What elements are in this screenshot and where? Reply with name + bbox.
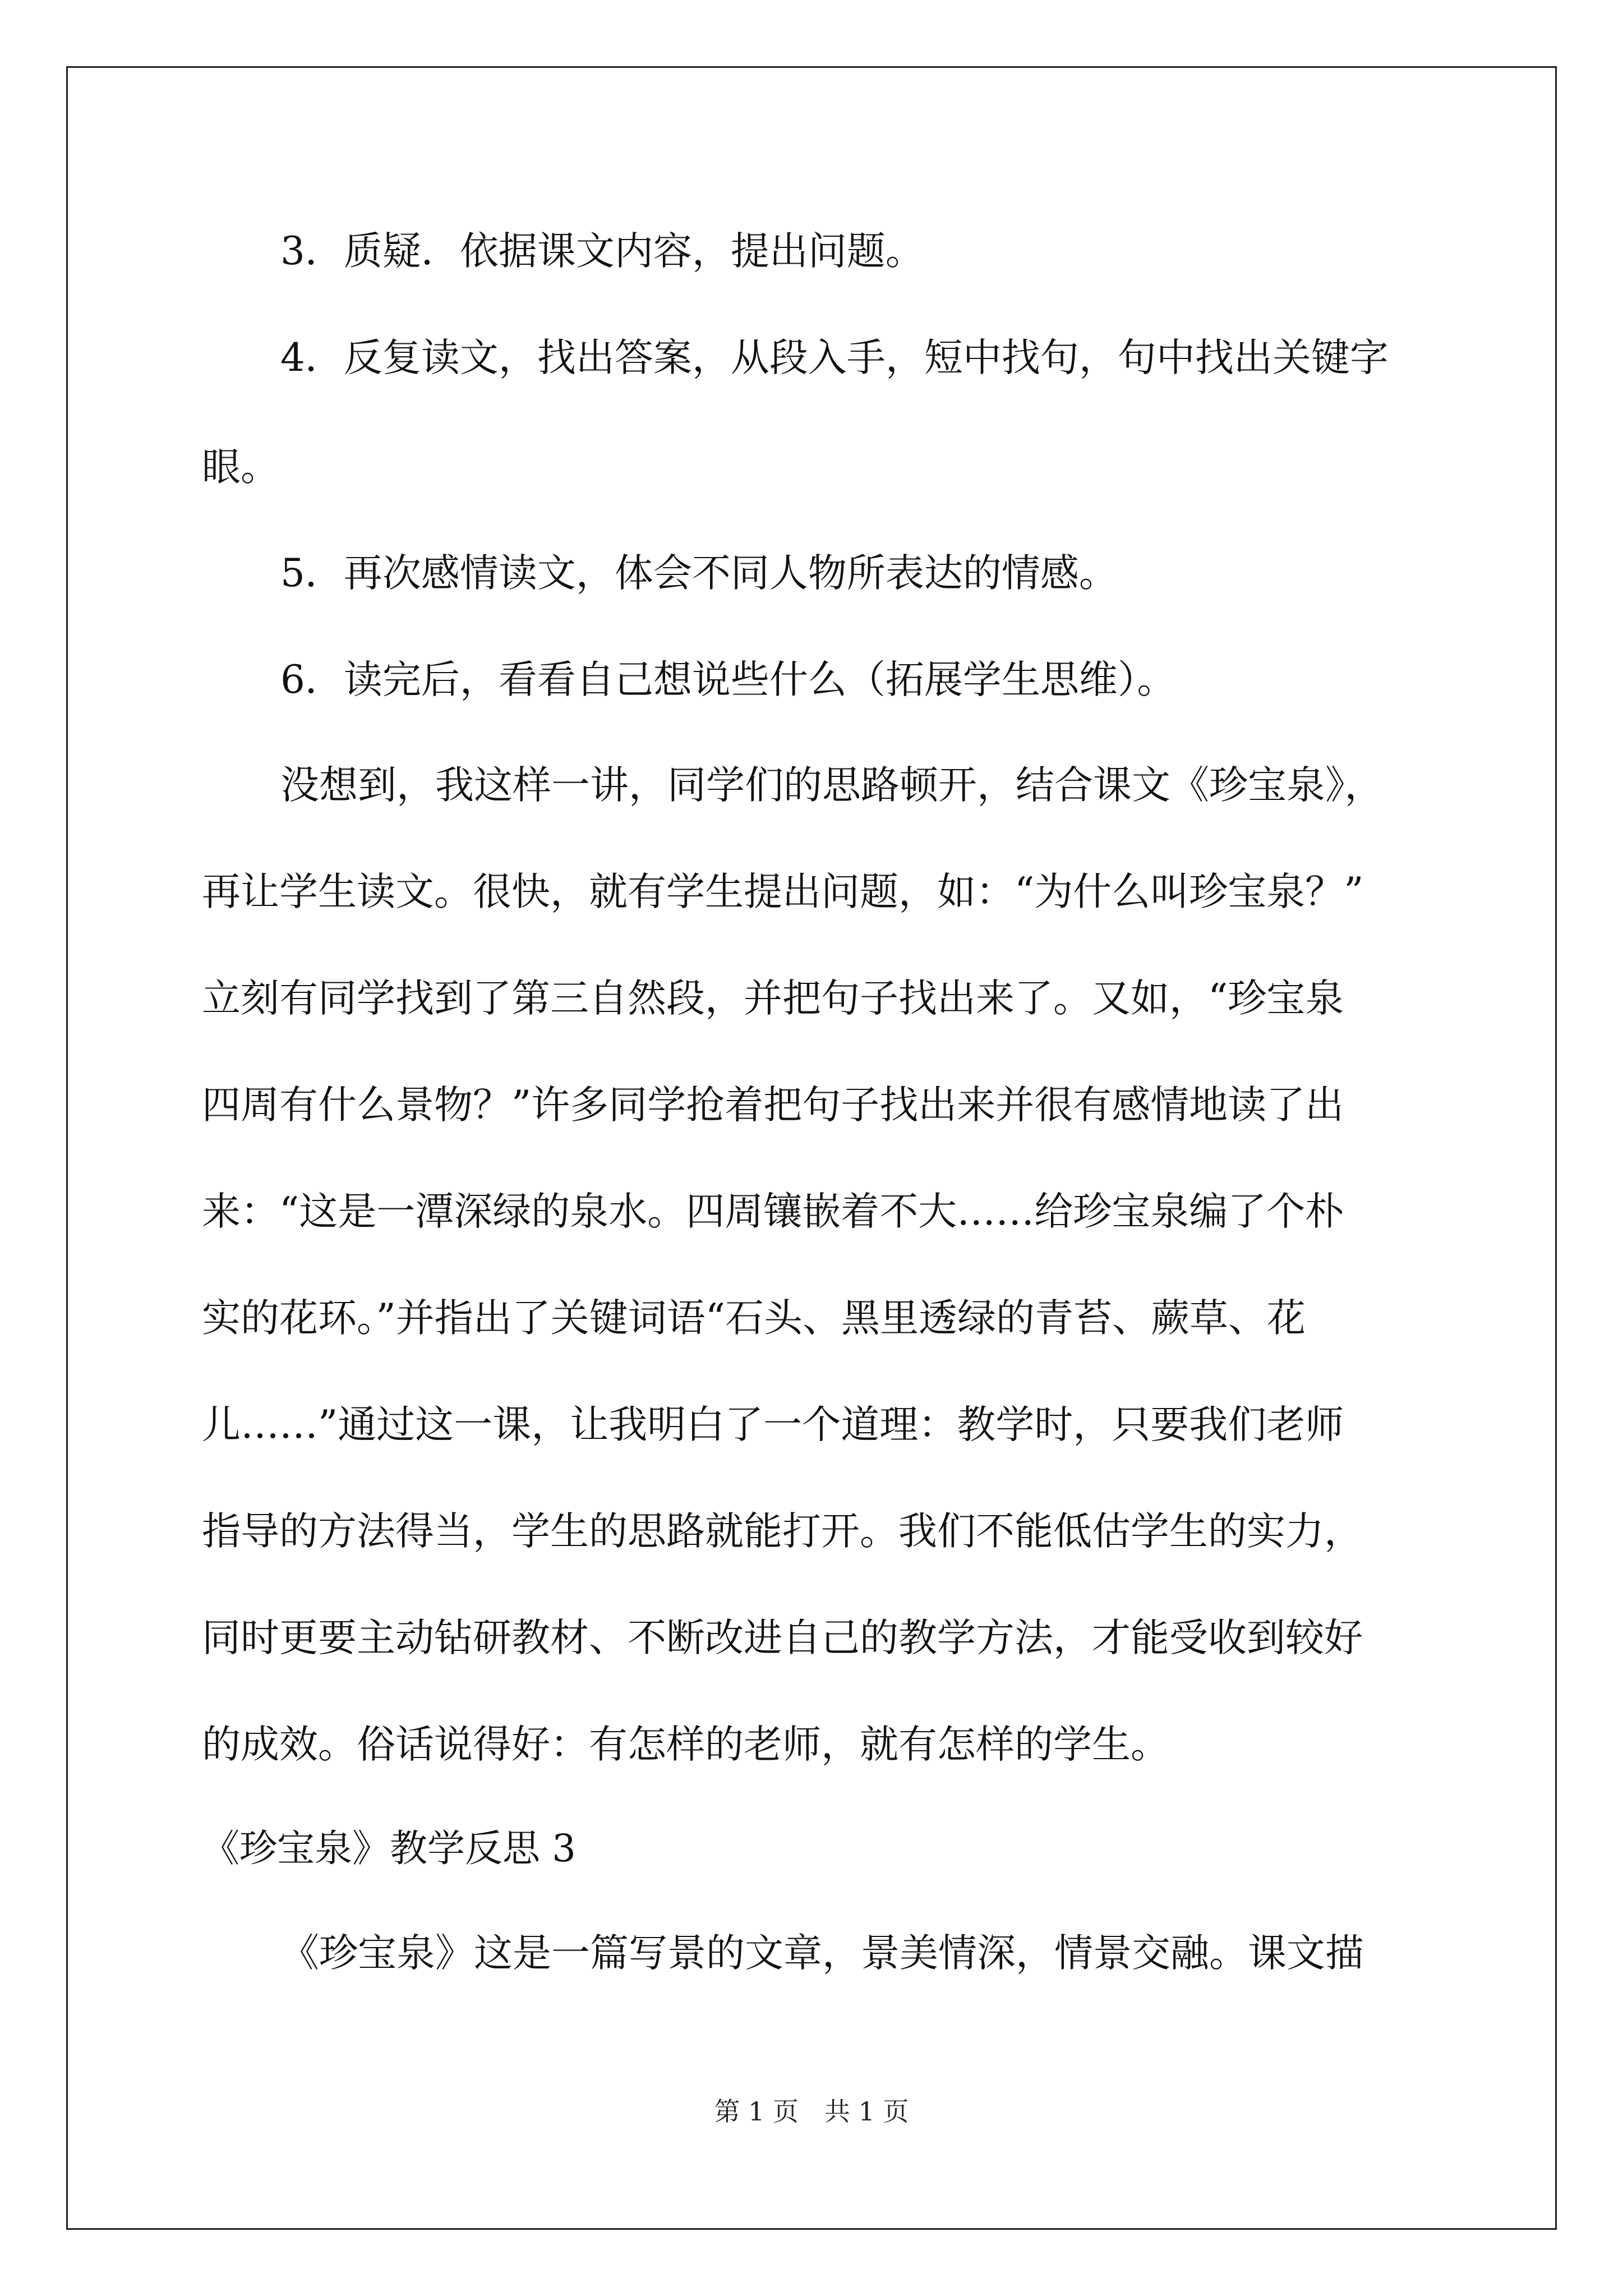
paragraph-line: 没想到，我这样一讲，同学们的思路顿开，结合课文《珍宝泉》， <box>280 763 1384 808</box>
paragraph-line: 的成效。俗话说得好：有怎样的老师，就有怎样的学生。 <box>202 1722 1169 1767</box>
paragraph-line: 来：“这是一潭深绿的泉水。四周镶嵌着不大……给珍宝泉编了个朴 <box>202 1189 1344 1234</box>
paragraph-line: 四周有什么景物？”许多同学抢着把句子找出来并很有感情地读了出 <box>202 1083 1344 1128</box>
paragraph-line: 实的花环。”并指出了关键词语“石头、黑里透绿的青苔、蕨草、花 <box>202 1296 1306 1341</box>
paragraph-line: 儿……”通过这一课，让我明白了一个道理：教学时，只要我们老师 <box>202 1402 1344 1447</box>
list-item-3: 3．质疑．依据课文内容，提出问题。 <box>280 229 924 274</box>
paragraph-line: 同时更要主动钻研教材、不断改进自己的教学方法，才能受收到较好 <box>202 1616 1363 1660</box>
paragraph-line: 再让学生读文。很快，就有学生提出问题，如：“为什么叫珍宝泉？” <box>202 869 1364 914</box>
page-footer: 第 1 页 共 1 页 <box>714 2096 909 2127</box>
list-item-6: 6．读完后，看看自己想说些什么（拓展学生思维）。 <box>280 657 1176 702</box>
list-item-4-continued: 眼。 <box>202 445 279 490</box>
page-border <box>66 66 1557 2230</box>
paragraph-line: 指导的方法得当，学生的思路就能打开。我们不能低估学生的实力， <box>202 1509 1363 1554</box>
section-heading: 《珍宝泉》教学反思 3 <box>202 1826 576 1870</box>
paragraph-line: 《珍宝泉》这是一篇写景的文章，景美情深，情景交融。课文描 <box>280 1931 1364 1976</box>
list-item-5: 5．再次感情读文，体会不同人物所表达的情感。 <box>280 551 1118 596</box>
list-item-4: 4．反复读文，找出答案，从段入手，短中找句，句中找出关键字 <box>280 335 1389 380</box>
paragraph-line: 立刻有同学找到了第三自然段，并把句子找出来了。又如，“珍宝泉 <box>202 976 1344 1021</box>
